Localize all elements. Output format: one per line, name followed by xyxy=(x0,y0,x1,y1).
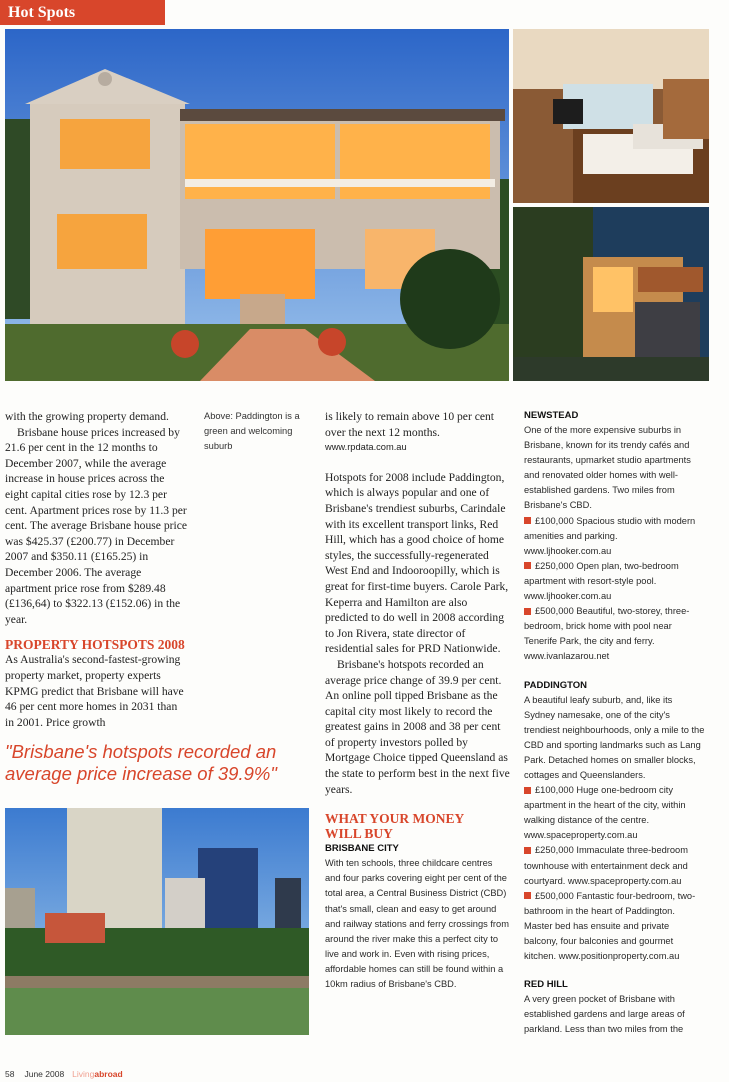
section-heading: WHAT YOUR MONEY WILL BUY xyxy=(325,811,464,842)
column-3 xyxy=(325,409,510,992)
listing-item: £250,000 Open plan, two-bedroom apartment with resort-style pool. xyxy=(524,560,679,586)
magazine-brand-prefix: Living xyxy=(72,1069,95,1079)
body-paragraph: Brisbane's hotspots recorded an average price change of 39.9 per cent. An online poll tipped Brisbane as the capital city most likely to record the greatest gains in 2008 and 38 per cent of property investors polled by Mortgage Choice tipped Queensland as the state to perform best in the next five years. xyxy=(325,657,510,796)
listing-link[interactable]: www.ivanlazarou.net xyxy=(524,651,610,662)
suburb-intro: A very green pocket of Brisbane with established gardens and large areas of parkland. Less than two miles from the xyxy=(524,994,685,1035)
magazine-brand: abroad xyxy=(94,1069,123,1079)
page-number: 58 xyxy=(5,1069,15,1079)
column-1 xyxy=(5,409,189,730)
exterior-night-photo xyxy=(513,207,709,381)
bullet-icon xyxy=(524,517,531,524)
bullet-icon xyxy=(524,608,531,615)
listing-item: £250,000 Immaculate three-bedroom townhouse with entertainment deck and courtyard. www.spaceproperty.com.au xyxy=(524,845,688,886)
section-heading: PROPERTY HOTSPOTS 2008 xyxy=(5,637,185,653)
subsection-heading: BRISBANE CITY xyxy=(325,843,399,855)
bullet-icon xyxy=(524,847,531,854)
website-link[interactable]: www.rpdata.com.au xyxy=(325,442,407,453)
body-paragraph: Brisbane house prices increased by 21.6 per cent in the 12 months to December 2007, while the average increase in house prices across the eight capital cities rose by 12.3 per cent. Apartment prices rose by 11.3 per cent. The average Brisbane house price was $425.37 (£200.77) in December 2007 and $350.11 (£165.25) in December 2006. The average apartment price rose from $289.48 (£136,64) to $322.13 (£152.06) in the year. xyxy=(5,425,187,626)
body-paragraph: With ten schools, three childcare centres and four parks covering eight per cent of the total area, a Central Business District (CBD) that's small, clean and easy to get around and railway stations and ferry crossings from around the river make this a perfect city to live and work in. Even with rising prices, affordable homes can still be found within a 10km radius of Brisbane's CBD. xyxy=(325,858,509,989)
suburb-heading-red-hill: RED HILL xyxy=(524,979,568,991)
page-footer xyxy=(5,1064,123,1082)
listing-item: £500,000 Beautiful, two-storey, three-bedroom, brick home with pool near Tenerife Park, the city and ferry. xyxy=(524,606,690,647)
column-4 xyxy=(524,409,705,1037)
suburb-heading-paddington: PADDINGTON xyxy=(524,679,587,691)
body-paragraph: with the growing property demand. xyxy=(5,410,169,423)
body-paragraph: is likely to remain above 10 per cent over the next 12 months. xyxy=(325,410,495,439)
city-photo xyxy=(5,808,309,1035)
bullet-icon xyxy=(524,562,531,569)
bullet-icon xyxy=(524,892,531,899)
listing-item: £500,000 Fantastic four-bedroom, two-bathroom in the heart of Paddington. Master bed has ensuite and private balcony, four balconies and gourmet kitchen. www.positionproperty.com.au xyxy=(524,890,696,962)
suburb-intro: One of the more expensive suburbs in Brisbane, known for its trendy cafés and restaurants, upmarket studio apartments and renovated older homes with well-established gardens. Two miles from Brisbane's CBD. xyxy=(524,425,691,511)
interior-photo xyxy=(513,29,709,203)
listing-item: £100,000 Huge one-bedroom city apartment in the heart of the city, within walking distance of the centre. xyxy=(524,785,686,826)
bullet-icon xyxy=(524,787,531,794)
issue-date: June 2008 xyxy=(24,1069,65,1079)
body-paragraph: As Australia's second-fastest-growing property market, property experts KPMG predict that Brisbane will have 46 per cent more homes in 2031 than in 2001. Price growth xyxy=(5,653,184,729)
listing-link[interactable]: www.ljhooker.com.au xyxy=(524,591,612,602)
listing-link[interactable]: www.ljhooker.com.au xyxy=(524,545,612,556)
listing-item: £100,000 Spacious studio with modern amenities and parking. xyxy=(524,515,696,541)
body-paragraph: Hotspots for 2008 include Paddington, which is always popular and one of Brisbane's trendiest suburbs, Carindale with its excellent transport links, Red Hill, which has a good choice of home styles, the successfully-regenerated West End and Indooroopilly, which is great for first-time buyers. Carole Park, Keperra and Hamilton are also predicted to do well in 2008 according to Jon Rivera, state director of residential sales for PRD Nationwide. xyxy=(325,470,509,656)
pull-quote: "Brisbane's hotspots recorded an average price increase of 39.9%" xyxy=(5,741,277,784)
listing-link[interactable]: www.spaceproperty.com.au xyxy=(524,830,638,841)
suburb-heading-newstead: NEWSTEAD xyxy=(524,410,579,421)
suburb-intro: A beautiful leafy suburb, and, like its Sydney namesake, one of the city's trendiest neighbourhoods, only a mile to the CBD and sporting landmarks such as Lang Park. Detached homes on smaller blocks, cottages and Queenslanders. xyxy=(524,694,705,780)
photo-caption: Above: Paddington is a green and welcoming suburb xyxy=(204,411,300,451)
section-tab: Hot Spots xyxy=(0,0,165,25)
house-photo xyxy=(5,29,509,381)
